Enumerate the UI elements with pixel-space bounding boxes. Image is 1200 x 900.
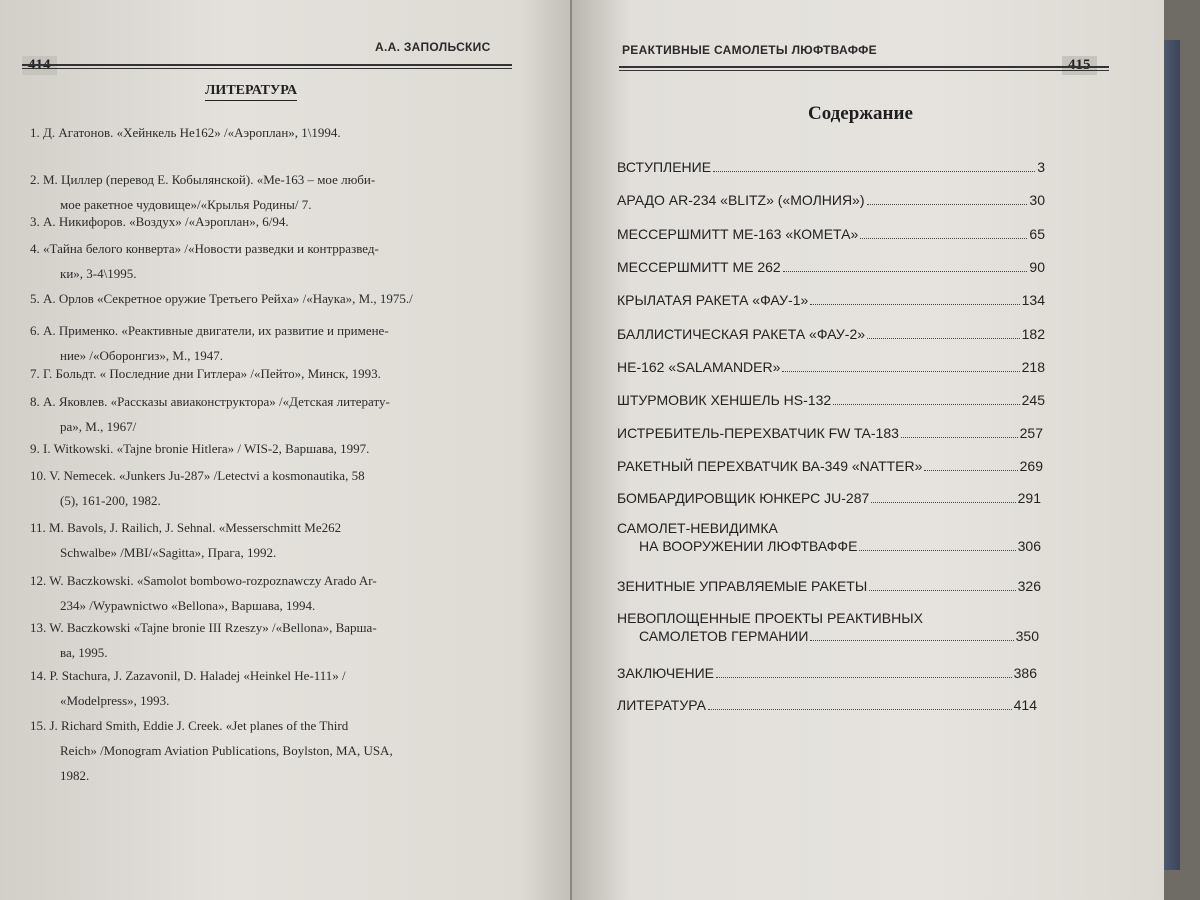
reference-line: ки», 3-4\1995. bbox=[60, 266, 137, 281]
left-header-rule bbox=[22, 64, 512, 69]
toc-leader-dots bbox=[867, 338, 1020, 339]
toc-entry bbox=[617, 291, 1045, 309]
reference-line: 14. P. Stachura, J. Zazavonil, D. Haladej «Heinkel He-111» / bbox=[30, 668, 346, 683]
toc-page-number: 414 bbox=[1013, 697, 1037, 713]
toc-entry-label: КРЫЛАТАЯ РАКЕТА «ФАУ-1» bbox=[617, 292, 809, 308]
toc-entry bbox=[617, 391, 1045, 409]
right-running-head: РЕАКТИВНЫЕ САМОЛЕТЫ ЛЮФТВАФФЕ bbox=[622, 43, 877, 57]
toc-leader-dots bbox=[869, 590, 1015, 591]
toc-entry-label: БАЛЛИСТИЧЕСКАЯ РАКЕТА «ФАУ-2» bbox=[617, 326, 866, 342]
toc-entry-label: НА ВООРУЖЕНИИ ЛЮФТВАФФЕ bbox=[639, 538, 858, 554]
toc-page-number: 218 bbox=[1021, 359, 1045, 375]
toc-leader-dots bbox=[810, 640, 1013, 641]
reference-line: 9. I. Witkowski. «Tajne bronie Hitlera» / WIS-2, Варшава, 1997. bbox=[30, 441, 370, 456]
reference-line: 4. «Тайна белого конверта» /«Новости разведки и контрразвед- bbox=[30, 241, 379, 256]
toc-entry bbox=[617, 258, 1045, 276]
toc-entry bbox=[617, 424, 1043, 442]
reference-item bbox=[30, 209, 525, 234]
toc-entry-label: САМОЛЕТ-НЕВИДИМКА bbox=[617, 520, 778, 536]
toc-leader-dots bbox=[782, 371, 1019, 372]
toc-entry bbox=[617, 577, 1041, 595]
toc-entry bbox=[617, 489, 1041, 507]
reference-item bbox=[30, 361, 525, 386]
reference-line: Reich» /Monogram Aviation Publications, Boylston, MA, USA, bbox=[60, 743, 393, 758]
reference-item bbox=[30, 389, 525, 439]
toc-entry-label: БОМБАРДИРОВЩИК ЮНКЕРС JU-287 bbox=[617, 490, 870, 506]
reference-item bbox=[30, 663, 525, 713]
right-header-rule bbox=[619, 66, 1109, 71]
toc-entry-label: ИСТРЕБИТЕЛЬ-ПЕРЕХВАТЧИК FW TA-183 bbox=[617, 425, 899, 441]
right-page-number: 415 bbox=[1062, 56, 1097, 75]
toc-leader-dots bbox=[708, 709, 1012, 710]
reference-line: 12. W. Baczkowski. «Samolot bombowo-rozpoznawczy Arado Ar- bbox=[30, 573, 377, 588]
toc-entry bbox=[617, 519, 1041, 555]
toc-entry bbox=[617, 696, 1037, 714]
toc-leader-dots bbox=[833, 404, 1019, 405]
toc-leader-dots bbox=[860, 238, 1027, 239]
toc-entry-label: ЗАКЛЮЧЕНИЕ bbox=[617, 665, 714, 681]
toc-entry-label: ЗЕНИТНЫЕ УПРАВЛЯЕМЫЕ РАКЕТЫ bbox=[617, 578, 868, 594]
toc-entry-label: МЕССЕРШМИТТ МЕ-163 «КОМЕТА» bbox=[617, 226, 859, 242]
toc-entry-label: НЕВОПЛОЩЕННЫЕ ПРОЕКТЫ РЕАКТИВНЫХ bbox=[617, 610, 923, 626]
toc-entry-label: ШТУРМОВИК ХЕНШЕЛЬ HS-132 bbox=[617, 392, 832, 408]
toc-leader-dots bbox=[716, 677, 1012, 678]
reference-line: 5. А. Орлов «Секретное оружие Третьего Рейха» /«Наука», М., 1975./ bbox=[30, 291, 413, 306]
reference-line: 13. W. Baczkowski «Tajne bronie III Rzeszy» /«Bellona», Варша- bbox=[30, 620, 377, 635]
toc-entry bbox=[617, 225, 1045, 243]
toc-page-number: 30 bbox=[1029, 192, 1045, 208]
reference-item bbox=[30, 120, 525, 145]
reference-line: 234» /Wypawnictwo «Bellona», Варшава, 1994. bbox=[60, 598, 316, 613]
toc-leader-dots bbox=[810, 304, 1019, 305]
reference-line: 10. V. Nemecek. «Junkers Ju-287» /Letectvi a kosmonautika, 58 bbox=[30, 468, 365, 483]
toc-page-number: 269 bbox=[1019, 458, 1043, 474]
toc-page-number: 326 bbox=[1017, 578, 1041, 594]
toc-entry-label: ЛИТЕРАТУРА bbox=[617, 697, 706, 713]
toc-entry bbox=[617, 609, 1039, 645]
reference-line: 8. А. Яковлев. «Рассказы авиаконструктора» /«Детская литерату- bbox=[30, 394, 390, 409]
reference-line: 15. J. Richard Smith, Eddie J. Creek. «Jet planes of the Third bbox=[30, 718, 349, 733]
reference-line: 1982. bbox=[60, 768, 90, 783]
reference-line: 6. А. Применко. «Реактивные двигатели, их развитие и примене- bbox=[30, 323, 389, 338]
reference-line: ва, 1995. bbox=[60, 645, 108, 660]
toc-page-number: 134 bbox=[1021, 292, 1045, 308]
toc-entry bbox=[617, 158, 1045, 176]
left-running-head: А.А. ЗАПОЛЬСКИС bbox=[375, 40, 491, 54]
reference-line: 11. M. Bavols, J. Railich, J. Sehnal. «Messerschmitt Me262 bbox=[30, 520, 342, 535]
reference-line: ра», М., 1967/ bbox=[60, 419, 137, 434]
reference-item bbox=[30, 236, 525, 286]
toc-leader-dots bbox=[924, 470, 1017, 471]
reference-item bbox=[30, 713, 525, 788]
reference-item bbox=[30, 463, 525, 513]
toc-entry-label: НЕ-162 «SALAMANDER» bbox=[617, 359, 781, 375]
toc-entry bbox=[617, 457, 1043, 475]
toc-leader-dots bbox=[867, 204, 1028, 205]
reference-line: «Modelpress», 1993. bbox=[60, 693, 170, 708]
toc-title: Содержание bbox=[808, 103, 913, 124]
toc-entry-label: ВСТУПЛЕНИЕ bbox=[617, 159, 712, 175]
toc-page-number: 65 bbox=[1029, 226, 1045, 242]
toc-leader-dots bbox=[901, 437, 1018, 438]
toc-page-number: 257 bbox=[1019, 425, 1043, 441]
reference-item bbox=[30, 515, 525, 565]
reference-line: ние» /«Оборонгиз», М., 1947. bbox=[60, 348, 223, 363]
reference-line: мое ракетное чудовище»/«Крылья Родины/ 7. bbox=[60, 197, 312, 212]
reference-line: Schwalbe» /MBI/«Sagitta», Прага, 1992. bbox=[60, 545, 277, 560]
literature-title: ЛИТЕРАТУРА bbox=[205, 83, 297, 101]
reference-item bbox=[30, 286, 525, 311]
toc-page-number: 350 bbox=[1015, 628, 1039, 644]
left-page-number: 414 bbox=[22, 56, 57, 75]
toc-page-number: 90 bbox=[1029, 259, 1045, 275]
toc-page-number: 306 bbox=[1017, 538, 1041, 554]
toc-entry bbox=[617, 664, 1037, 682]
reference-item bbox=[30, 436, 525, 461]
reference-line: (5), 161-200, 1982. bbox=[60, 493, 161, 508]
toc-page-number: 245 bbox=[1021, 392, 1045, 408]
toc-entry bbox=[617, 325, 1045, 343]
toc-page-number: 3 bbox=[1037, 159, 1045, 175]
toc-page-number: 291 bbox=[1017, 490, 1041, 506]
toc-leader-dots bbox=[713, 171, 1035, 172]
toc-entry-label: САМОЛЕТОВ ГЕРМАНИИ bbox=[639, 628, 809, 644]
reference-item bbox=[30, 568, 525, 618]
reference-line: 7. Г. Больдт. « Последние дни Гитлера» /«Пейто», Минск, 1993. bbox=[30, 366, 381, 381]
toc-page-number: 182 bbox=[1021, 326, 1045, 342]
reference-line: 2. М. Циллер (перевод Е. Кобылянской). «Ме-163 – мое люби- bbox=[30, 172, 376, 187]
toc-entry bbox=[617, 191, 1045, 209]
toc-leader-dots bbox=[859, 550, 1015, 551]
toc-entry-label: МЕССЕРШМИТТ МЕ 262 bbox=[617, 259, 781, 275]
toc-entry-label: РАКЕТНЫЙ ПЕРЕХВАТЧИК ВА-349 «NATTER» bbox=[617, 458, 923, 474]
reference-line: 1. Д. Агатонов. «Хейнкель Не162» /«Аэроплан», 1\1994. bbox=[30, 125, 341, 140]
left-page bbox=[0, 0, 578, 900]
reference-item bbox=[30, 615, 525, 665]
reference-line: 3. А. Никифоров. «Воздух» /«Аэроплан», 6/94. bbox=[30, 214, 289, 229]
right-page bbox=[570, 0, 1164, 900]
toc-leader-dots bbox=[783, 271, 1028, 272]
toc-page-number: 386 bbox=[1013, 665, 1037, 681]
toc-leader-dots bbox=[871, 502, 1015, 503]
toc-entry-label: АРАДО AR-234 «BLITZ» («МОЛНИЯ») bbox=[617, 192, 865, 208]
toc-entry bbox=[617, 358, 1045, 376]
